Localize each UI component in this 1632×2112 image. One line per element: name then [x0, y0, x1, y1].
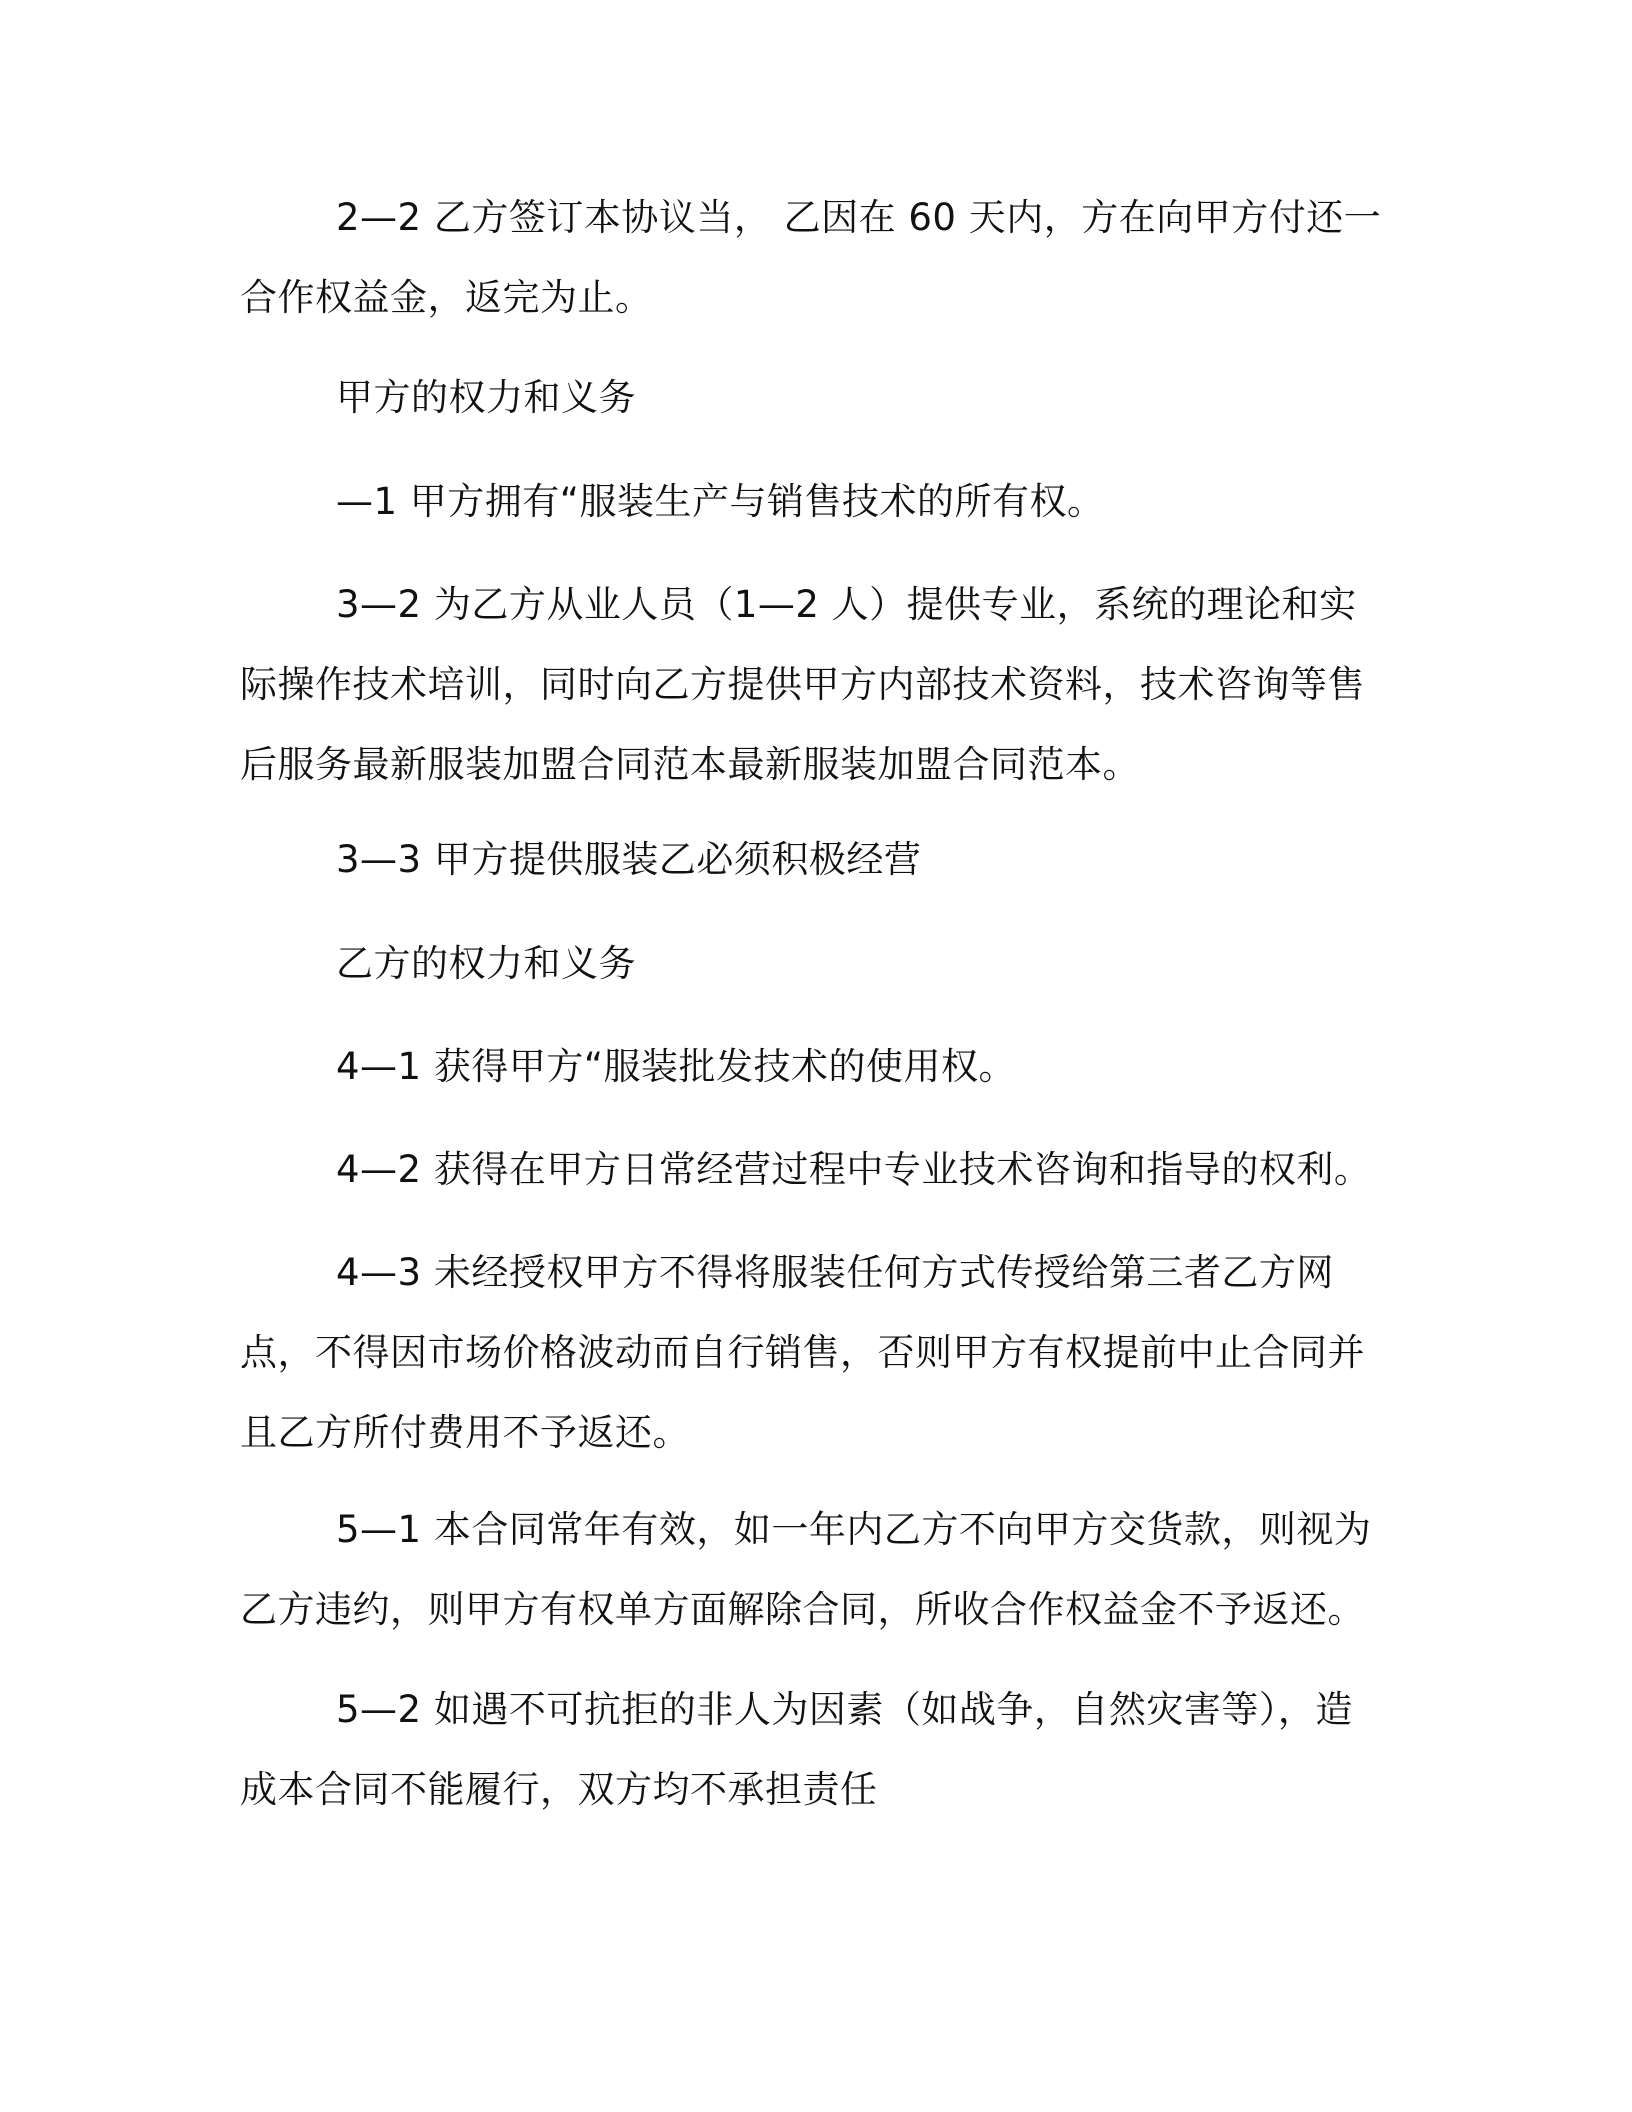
section-heading-party-b: 乙方的权力和义务 — [336, 942, 636, 985]
paragraph-2-2: 2—2 乙方签订本协议当， 乙因在 60 天内，方在向甲方付还一合作权益金，返完为止。 — [240, 196, 1382, 319]
paragraph-5-2: 5—2 如遇不可抗拒的非人为因素（如战争，自然灾害等），造成本合同不能履行，双方均不承担责任 — [240, 1688, 1353, 1811]
paragraph-4-2: 4—2 获得在甲方日常经营过程中专业技术咨询和指导的权利。 — [336, 1148, 1372, 1191]
paragraph-4-3: 4—3 未经授权甲方不得将服装任何方式传授给第三者乙方网点，不得因市场价格波动而自行销售，否则甲方有权提前中止合同并且乙方所付费用不予返还。 — [240, 1251, 1365, 1454]
paragraph-x-1: —1 甲方拥有“服装生产与销售技术的所有权。 — [336, 480, 1105, 523]
paragraph-5-1: 5—1 本合同常年有效，如一年内乙方不向甲方交货款，则视为乙方违约，则甲方有权单方面解除合同，所收合作权益金不予返还。 — [240, 1508, 1372, 1631]
paragraph-4-1: 4—1 获得甲方“服装批发技术的使用权。 — [336, 1045, 1017, 1088]
paragraph-3-3: 3—3 甲方提供服装乙必须积极经营 — [336, 838, 922, 881]
section-heading-party-a: 甲方的权力和义务 — [336, 376, 636, 419]
paragraph-3-2: 3—2 为乙方从业人员（1—2 人）提供专业，系统的理论和实际操作技术培训，同时向乙方提供甲方内部技术资料，技术咨询等售后服务最新服装加盟合同范本最新服装加盟合同范本。 — [240, 583, 1365, 786]
